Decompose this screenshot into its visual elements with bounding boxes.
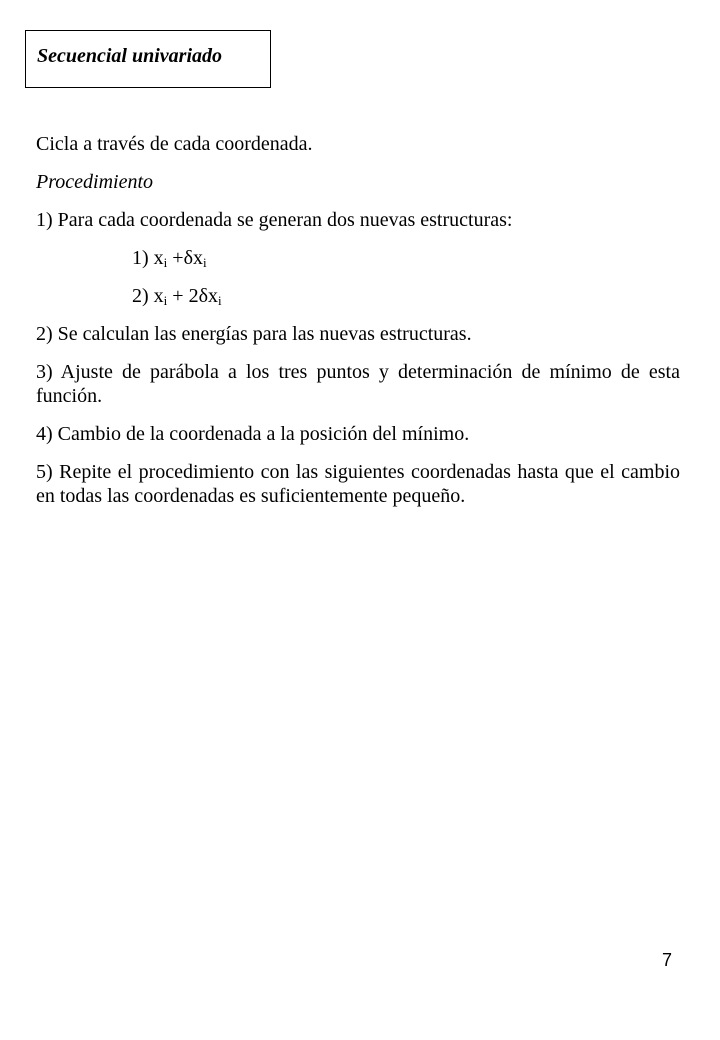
step-5: 5) Repite el procedimiento con las siguientes coordenadas hasta que el cambio en todas las coordenadas es suficientemente pequeño. [36,461,680,507]
step-4: 4) Cambio de la coordenada a la posición del mínimo. [36,423,470,445]
substep-2 [36,284,680,308]
page-title: Secuencial univariado [37,45,223,67]
substep-1-mid: +δx [167,247,203,269]
page-number: 7 [662,950,673,970]
intro-text: Cicla a través de cada coordenada. [36,133,313,155]
substep-1-sub-a: i [163,255,168,270]
procedure-label: Procedimiento [36,171,154,193]
substep-1-sub-b: i [203,255,207,270]
step-1: 1) Para cada coordenada se generan dos nuevas estructuras: [36,209,513,231]
step-3: 3) Ajuste de parábola a los tres puntos y determinación de mínimo de esta función. [36,361,680,407]
title-box [25,30,271,88]
step-2: 2) Se calculan las energías para las nuevas estructuras. [36,323,472,345]
substep-1-prefix: 1) x [132,247,164,269]
substep-1 [36,246,680,270]
content-body [36,132,680,522]
substep-2-prefix: 2) x [132,285,164,307]
substep-2-sub-b: i [218,293,222,308]
substep-2-mid: + 2δx [167,285,218,307]
substep-2-sub-a: i [163,293,168,308]
